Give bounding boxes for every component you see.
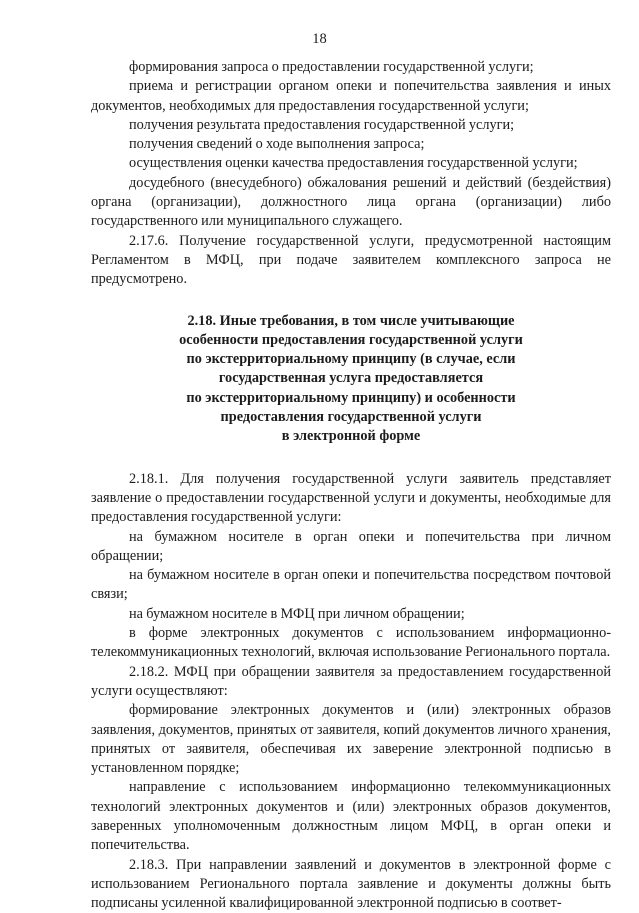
spacer [91,447,611,470]
page-content [91,58,611,913]
paragraph: на бумажном носителе в орган опеки и попечительства посредством почтовой связи; [91,567,611,603]
paragraph: направление с использованием информационно телекоммуникационных технологий электронных документов и (или) электронных образов документов, заверенных уполномоченным должностным лицом МФЦ, в орган опеки и попечительства. [91,779,611,854]
spacer [91,290,611,312]
paragraph: приема и регистрации органом опеки и попечительства заявления и иных документов, необходимых для предоставления государственной услуги; [91,78,611,114]
paragraph: 2.18.2. МФЦ при обращении заявителя за предоставлением государственной услуги осуществляют: [91,663,611,699]
heading-line: 2.18. Иные требования, в том числе учитывающие [187,312,515,329]
paragraph: 2.18.1. Для получения государственной услуги заявитель представляет заявление о предоставлении государственной услуги и документы, необходимые для предоставления государственной услуги: [91,470,611,526]
paragraph: получения сведений о ходе выполнения запроса; [129,136,425,153]
paragraph: формирование электронных документов и (или) электронных образов заявления, документов, принятых от заявителя, копий документов личного хранения, принятых от заявителя, обеспечивая их заверение электронной подписью в установленном порядке; [91,702,611,777]
heading-line: особенности предоставления государственной услуги [179,331,523,348]
heading-line: государственная услуга предоставляется [218,370,484,387]
paragraph: досудебного (внесудебного) обжалования решений и действий (бездействия) органа (организации), должностного лица органа (организации) либо государственного или муниципального служащего. [91,174,611,230]
heading-line: предоставления государственной услуги [220,409,482,426]
paragraph: на бумажном носителе в МФЦ при личном обращении; [129,605,465,622]
paragraph: 2.17.6. Получение государственной услуги, предусмотренной настоящим Регламентом в МФЦ, при подаче заявителем комплексного запроса не предусмотрено. [91,232,611,288]
section-heading [91,312,611,447]
heading-line: в электронной форме [281,428,421,445]
paragraph: формирования запроса о предоставлении государственной услуги; [129,59,534,75]
paragraph: 2.18.3. При направлении заявлений и документов в электронной форме с использованием Регионального портала заявление и документы должны быть подписаны усиленной квалифицированной электронной подписью в соответ- [91,856,611,912]
heading-line: по экстерриториальному принципу (в случае, если [186,351,516,368]
page-number: 18 [312,31,327,47]
paragraph: в форме электронных документов с использованием информационно-телекоммуникационных технологий, включая использование Регионального портала. [91,625,611,661]
heading-line: по экстерриториальному принципу) и особенности [186,389,516,406]
paragraph: на бумажном носителе в орган опеки и попечительства при личном обращении; [91,528,611,564]
paragraph: осуществления оценки качества предоставления государственной услуги; [129,155,578,172]
paragraph: получения результата предоставления государственной услуги; [129,116,515,133]
